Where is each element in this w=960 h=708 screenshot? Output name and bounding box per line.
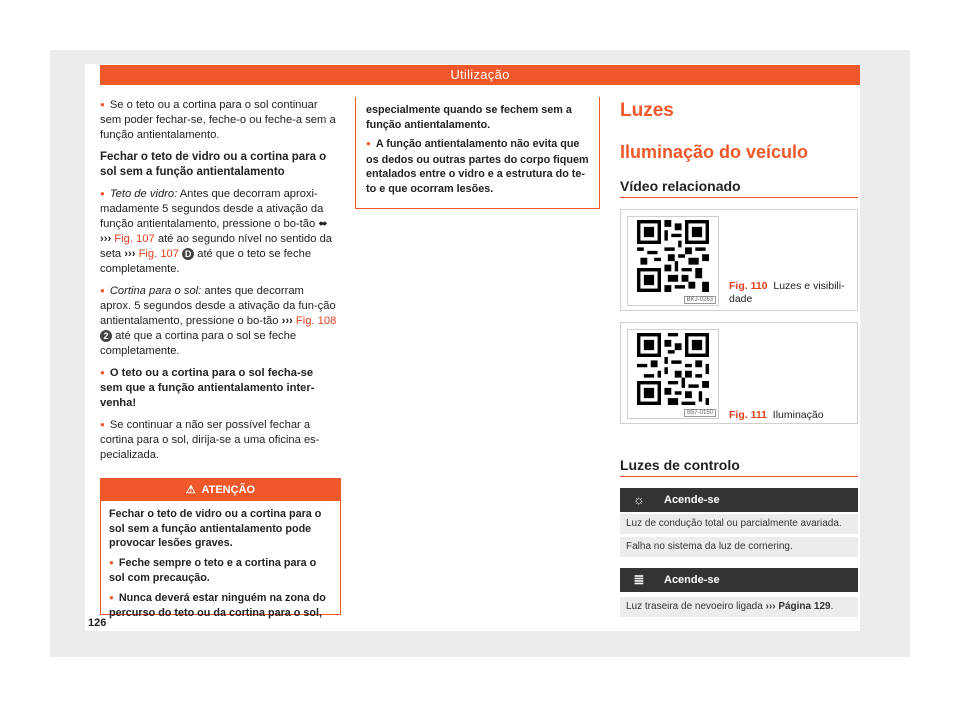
headlight-warning-icon: ☼ xyxy=(633,492,645,507)
figure-caption: Fig. 110 Luzes e visibili-dade xyxy=(729,280,845,305)
fig-link[interactable]: Fig. 107 xyxy=(138,248,179,260)
qr-code-label: B57-0150 xyxy=(684,409,716,417)
warning-triangle-icon: ⚠ xyxy=(185,484,196,496)
qr-code-label: BKJ-0263 xyxy=(684,296,716,304)
figure-caption: Fig. 111 Iluminação xyxy=(729,409,824,421)
section-header: Utilização xyxy=(100,65,860,85)
figure-110[interactable] xyxy=(620,209,858,311)
paragraph: ● Se o teto ou a cortina para o sol continuar sem poder fechar-se, feche-o ou feche-a sem a função antientalamento. xyxy=(100,98,338,143)
page-number: 126 xyxy=(88,617,107,629)
warning-header: ⚠ ATENÇÃO xyxy=(101,479,340,501)
subheading: Fechar o teto de vidro ou a cortina para o sol sem a função antientalamento xyxy=(100,151,327,178)
divider xyxy=(620,476,858,477)
control-light-bar: ☼ Acende-se xyxy=(620,488,858,512)
bullet-sunshade: ● Cortina para o sol: antes que decorram aprox. 5 segundos desde a ativação da fun-ção antientalamento, pressione o bo-tão ››› Fig. 108 2 até que a cortina para o sol se feche completamente. xyxy=(100,284,338,359)
page-link[interactable]: Página 129 xyxy=(778,601,831,612)
subsection-title: Luzes de controlo xyxy=(620,457,740,473)
chapter-title: Luzes xyxy=(620,100,674,121)
figure-111[interactable] xyxy=(620,322,858,424)
control-light-row: Falha no sistema da luz de cornering. xyxy=(620,537,858,557)
control-light-bar: ≣ Acende-se xyxy=(620,568,858,592)
callout-marker: 2 xyxy=(100,330,112,342)
qr-code[interactable] xyxy=(627,329,719,419)
section-title: Iluminação do veículo xyxy=(620,142,809,162)
warning-box-continued: especialmente quando se fechem sem a função antientalamento. ● A função antientalamento não evita que os dedos ou outras partes do corpo fiquem entalados entre o vidro e a estrutura do te-to e que ocorram lesões. xyxy=(355,97,600,209)
text-column-1 xyxy=(100,98,338,470)
roof-button-icon: ⬌ xyxy=(318,218,328,230)
divider xyxy=(620,197,858,198)
bullet-glass-roof: ● Teto de vidro: Antes que decorram aproxi-madamente 5 segundos desde a ativação da função antientalamento, pressione o bo-tão ⬌ ››› Fig. 107 até ao segundo nível no sentido da seta ››› Fig. 107 D até que o teto se feche completamente. xyxy=(100,187,338,277)
fig-link[interactable]: Fig. 107 xyxy=(114,233,155,245)
qr-code[interactable] xyxy=(627,216,719,306)
qr-code-icon xyxy=(631,333,715,405)
warning-body: Fechar o teto de vidro ou a cortina para o sol sem a função antientalamento pode provocar lesões graves. ● Feche sempre o teto e a cortina para o sol com precaução. ● Nunca deverá estar ninguém na zona do percurso do teto ou da cortina para o sol, xyxy=(101,501,340,632)
qr-code-icon xyxy=(631,220,715,292)
bullet-workshop: ● Se continuar a não ser possível fechar a cortina para o sol, dirija-se a uma oficina es-pecializada. xyxy=(100,418,338,463)
bullet-bold: ● O teto ou a cortina para o sol fecha-se sem que a função antientalamento inter-venha! xyxy=(100,366,338,411)
control-light-row: Luz de condução total ou parcialmente avariada. xyxy=(620,514,858,534)
fig-link[interactable]: Fig. 108 xyxy=(295,315,337,327)
warning-box xyxy=(100,478,341,619)
subsection-title: Vídeo relacionado xyxy=(620,178,741,194)
control-light-row: Luz traseira de nevoeiro ligada ››› Página 129. xyxy=(620,597,858,617)
rear-fog-light-icon: ≣ xyxy=(633,572,645,587)
callout-marker: D xyxy=(182,248,194,260)
